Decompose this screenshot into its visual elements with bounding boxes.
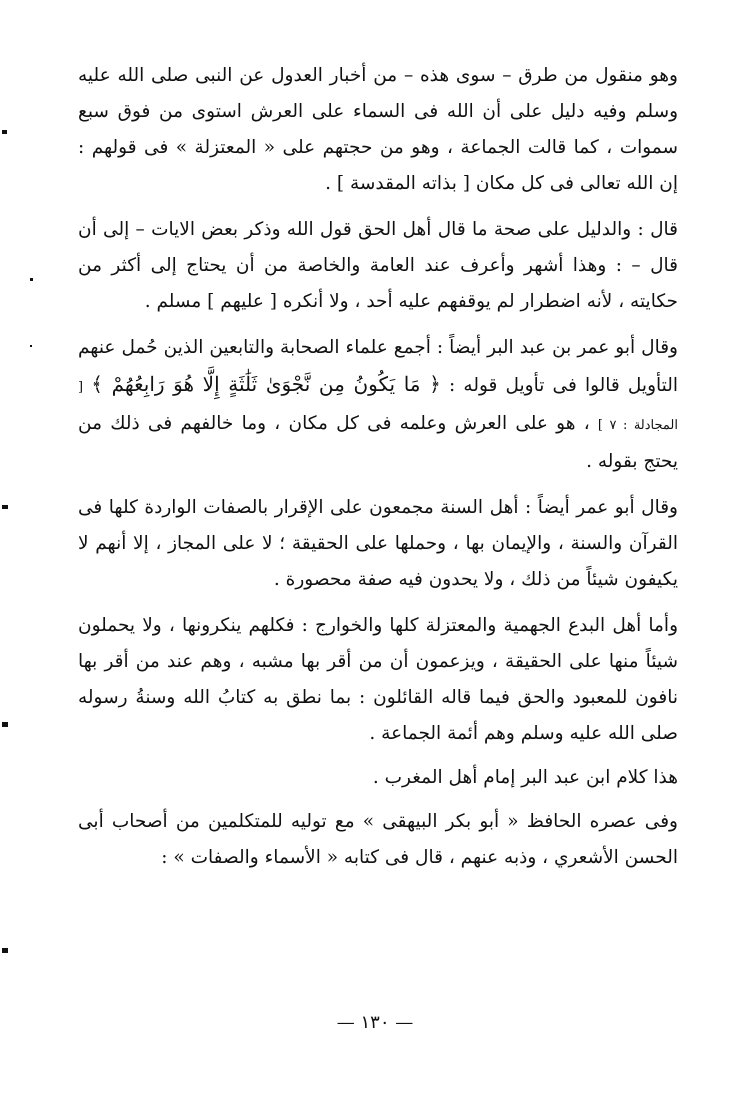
paragraph-6: هذا كلام ابن عبد البر إمام أهل المغرب . (372, 767, 678, 788)
paragraph-3-intro: وقال أبو عمر بن عبد البر أيضاً : أجمع علماء الصحابة والتابعين الذين حُمل عنهم التأويل قالوا فى تأويل قوله : (78, 337, 678, 396)
scan-mark (2, 130, 7, 134)
paragraph-4: وقال أبو عمر أيضاً : أهل السنة مجمعون على الإقرار بالصفات الواردة كلها فى القرآن والسنة ، والإيمان بها ، وحملها على الحقيقة ؛ لا على المجاز ، إلا أنهم لا يكيفون شيئاً من ذلك ، ولا يحدون فيه صفة محصورة . (78, 497, 678, 590)
paragraph-7: وفى عصره الحافظ « أبو بكر البيهقى » مع توليه للمتكلمين من أصحاب أبى الحسن الأشعري ، وذبه عنهم ، قال فى كتابه « الأسماء والصفات » : (78, 811, 678, 868)
scan-mark (2, 505, 8, 509)
scan-mark (2, 948, 8, 953)
page-number: — ١٣٠ — (336, 1012, 414, 1033)
scan-mark (30, 278, 33, 281)
verse-reference: [ المجادلة : ٧ ] (78, 380, 678, 433)
quran-verse: ﴿ مَا يَكُونُ مِن نَّجْوَىٰ ثَلَٰثَةٍ إِلَّا هُوَ رَابِعُهُمْ ﴾ (91, 372, 441, 396)
paragraph-1: وهو منقول من طرق – سوى هذه – من أخبار العدول عن النبى صلى الله عليه وسلم وفيه دليل على أن الله فى السماء على العرش استوى من فوق سبع سموات ، كما قالت الجماعة ، وهو من حجتهم على « المعتزلة » فى قولهم : إن الله تعالى فى كل مكان [ بذاته المقدسة ] . (78, 65, 678, 194)
scan-mark (2, 722, 8, 727)
paragraph-5: وأما أهل البدع الجهمية والمعتزلة كلها والخوارج : فكلهم ينكرونها ، ولا يحملون شيئاً منها على الحقيقة ، ويزعمون أن من أقر بها مشبه ، وهم عند من أقر بها نافون للمعبود والحق فيما قاله القائلون : بما نطق به كتابُ الله وسنةُ رسوله صلى الله عليه وسلم وهم أئمة الجماعة . (78, 615, 678, 744)
paragraph-3-rest: ، هو على العرش وعلمه فى كل مكان ، وما خالفهم فى ذلك من يحتج بقوله . (78, 413, 678, 472)
paragraph-2: قال : والدليل على صحة ما قال أهل الحق قول الله وذكر بعض الايات – إلى أن قال – : وهذا أشهر وأعرف عند العامة والخاصة من أن يحتاج إلى أكثر من حكايته ، لأنه اضطرار لم يوقفهم عليه أحد ، ولا أنكره [ عليهم ] مسلم . (78, 219, 678, 312)
paragraph-3 (78, 330, 678, 480)
page-body (78, 58, 678, 876)
scan-mark (30, 345, 32, 347)
